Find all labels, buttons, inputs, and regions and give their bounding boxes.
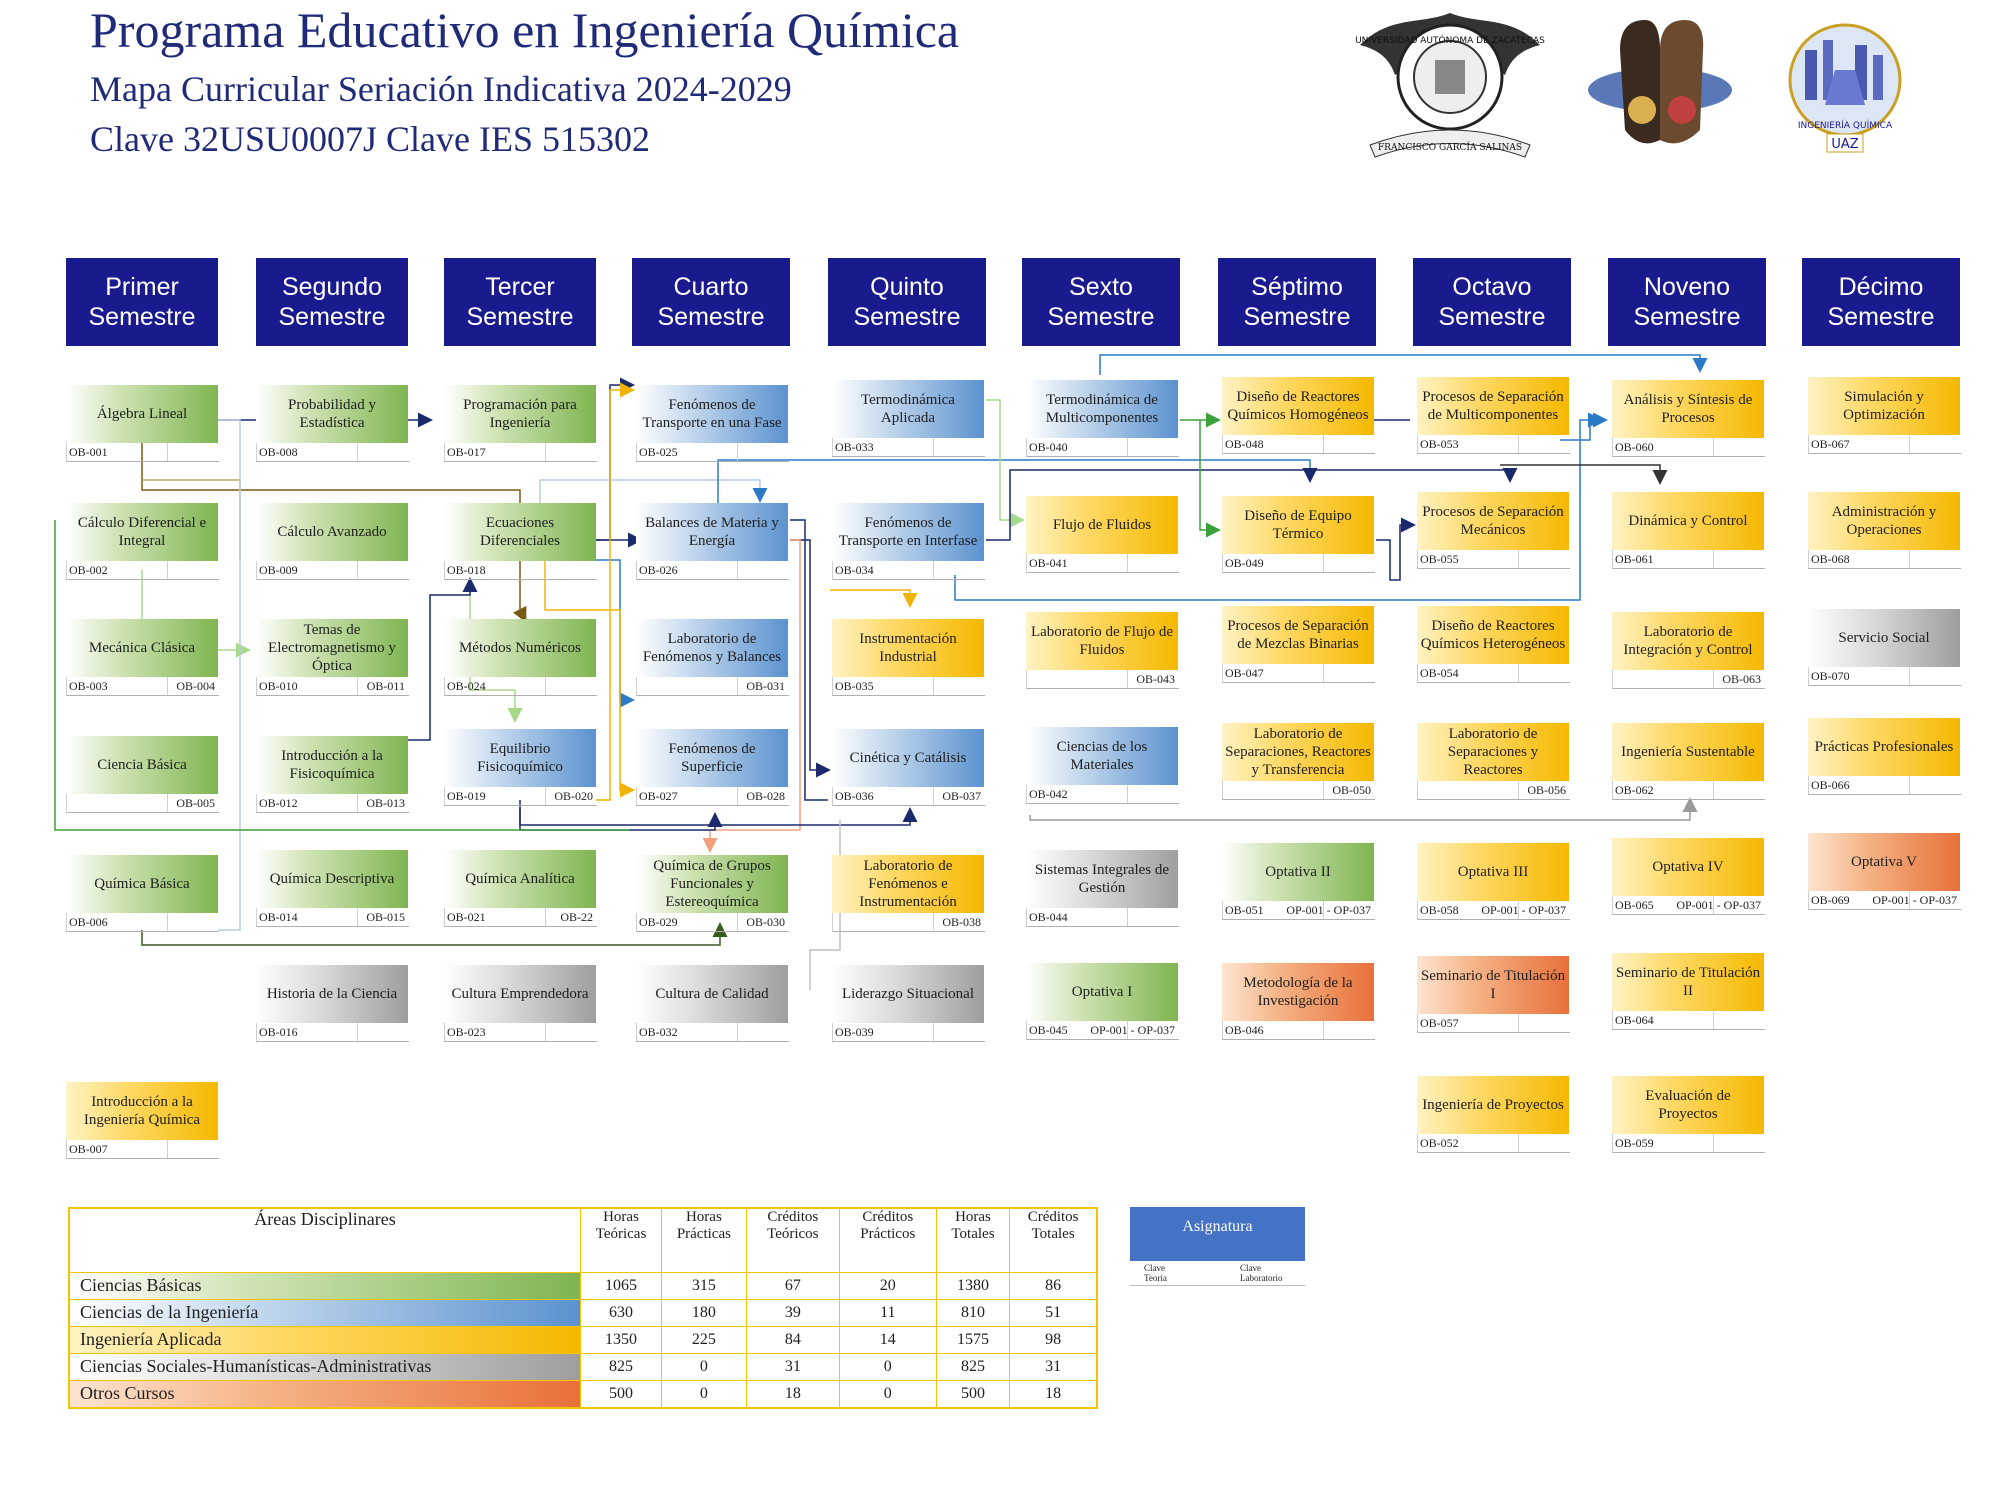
clave-line: Clave 32USU0007J Clave IES 515302 [90, 119, 650, 159]
table-header-row [69, 1208, 1097, 1272]
course-name: Temas de Electromagnetismo y Óptica [256, 619, 408, 677]
course-codes: OB-060 [1612, 438, 1765, 457]
course-name: Ingeniería Sustentable [1612, 723, 1764, 781]
course-codes: OB-003 OB-004 [66, 677, 219, 696]
course-card[interactable] [832, 729, 984, 807]
table-cell: 86 [1010, 1272, 1097, 1299]
course-card[interactable] [66, 385, 218, 463]
title-block [90, 0, 959, 164]
course-name: Diseño de Reactores Químicos Heterogéneos [1417, 606, 1569, 664]
course-name: Optativa II [1222, 843, 1374, 901]
table-header: Áreas Disciplinares [69, 1208, 581, 1272]
course-card[interactable] [1417, 377, 1569, 455]
course-card[interactable] [66, 1082, 218, 1160]
legend-clave-teoria: Clave Teoría [1144, 1263, 1167, 1283]
course-codes: OB-059 [1612, 1134, 1765, 1153]
course-card[interactable] [1612, 1076, 1764, 1154]
course-codes: OB-067 [1808, 435, 1961, 454]
course-card[interactable] [66, 855, 218, 933]
course-codes: OB-008 [256, 443, 409, 462]
table-cell: 11 [839, 1299, 936, 1326]
course-card[interactable] [444, 503, 596, 581]
legend-label: Asignatura [1130, 1207, 1305, 1261]
page-subtitle: Mapa Curricular Seriación Indicativa 2024-2029 [90, 69, 792, 109]
course-card[interactable] [256, 385, 408, 463]
table-cell: 14 [839, 1326, 936, 1353]
course-name: Laboratorio de Integración y Control [1612, 612, 1764, 670]
course-name: Introducción a la Ingeniería Química [66, 1082, 218, 1140]
course-name: Programación para Ingeniería [444, 385, 596, 443]
table-cell: 0 [662, 1353, 747, 1380]
course-card[interactable] [1612, 838, 1764, 916]
table-cell: 825 [936, 1353, 1010, 1380]
course-name: Cálculo Diferencial e Integral [66, 503, 218, 561]
course-card[interactable] [832, 380, 984, 458]
course-name: Balances de Materia y Energía [636, 503, 788, 561]
course-card[interactable] [256, 736, 408, 814]
course-codes: OB-014 OB-015 [256, 908, 409, 927]
course-name: Laboratorio de Flujo de Fluidos [1026, 612, 1178, 670]
table-header: Horas Totales [936, 1208, 1010, 1272]
course-codes: OB-040 [1026, 438, 1179, 457]
course-card[interactable] [444, 850, 596, 928]
table-cell: 315 [662, 1272, 747, 1299]
course-card[interactable] [256, 503, 408, 581]
table-cell: 39 [746, 1299, 839, 1326]
course-card[interactable] [444, 729, 596, 807]
course-card[interactable] [636, 385, 788, 463]
course-name: Ciencias de los Materiales [1026, 727, 1178, 785]
table-cell: 1350 [581, 1326, 662, 1353]
course-card[interactable] [1612, 492, 1764, 570]
table-row [69, 1380, 1097, 1408]
table-cell: 0 [662, 1380, 747, 1408]
course-card[interactable] [66, 619, 218, 697]
course-name: Cultura Emprendedora [444, 965, 596, 1023]
course-card[interactable] [1612, 723, 1764, 801]
course-name: Termodinámica de Multicomponentes [1026, 380, 1178, 438]
course-codes: OB-021 OB-22 [444, 908, 597, 927]
table-cell: 51 [1010, 1299, 1097, 1326]
course-card[interactable] [1026, 850, 1178, 928]
course-card[interactable] [66, 736, 218, 814]
course-codes: OB-064 [1612, 1011, 1765, 1030]
table-cell: 31 [746, 1353, 839, 1380]
course-card[interactable] [1417, 723, 1569, 801]
table-cell: 20 [839, 1272, 936, 1299]
course-name: Introducción a la Fisicoquímica [256, 736, 408, 794]
course-codes: OB-049 [1222, 554, 1375, 573]
table-cell: 31 [1010, 1353, 1097, 1380]
course-codes: OB-039 [832, 1023, 985, 1042]
semester-header: Quinto Semestre [828, 258, 986, 346]
course-codes: OB-050 [1222, 781, 1375, 800]
course-codes: OB-027 OB-028 [636, 787, 789, 806]
course-name: Historia de la Ciencia [256, 965, 408, 1023]
course-card[interactable] [444, 619, 596, 697]
table-cell: 180 [662, 1299, 747, 1326]
semester-header: Cuarto Semestre [632, 258, 790, 346]
course-name: Procesos de Separación de Multicomponentes [1417, 377, 1569, 435]
course-name: Optativa I [1026, 963, 1178, 1021]
course-card[interactable] [1808, 377, 1960, 455]
course-name: Cálculo Avanzado [256, 503, 408, 561]
course-name: Cultura de Calidad [636, 965, 788, 1023]
course-card[interactable] [832, 503, 984, 581]
course-codes: OB-031 [636, 677, 789, 696]
table-cell: 98 [1010, 1326, 1097, 1353]
course-card[interactable] [1808, 833, 1960, 911]
course-card[interactable] [1417, 1076, 1569, 1154]
course-name: Química Analítica [444, 850, 596, 908]
course-codes: OB-063 [1612, 670, 1765, 689]
course-name: Laboratorio de Separaciones, Reactores y Transferencia [1222, 723, 1374, 781]
svg-text:UNIVERSIDAD AUTÓNOMA DE ZACATE: UNIVERSIDAD AUTÓNOMA DE ZACATECAS [1355, 36, 1545, 46]
area-name: Ciencias Sociales-Humanísticas-Administrativas [69, 1353, 581, 1380]
table-cell: 1575 [936, 1326, 1010, 1353]
table-header: Créditos Prácticos [839, 1208, 936, 1272]
course-name: Equilibrio Fisicoquímico [444, 729, 596, 787]
course-name: Química Descriptiva [256, 850, 408, 908]
table-cell: 225 [662, 1326, 747, 1353]
course-card[interactable] [1026, 612, 1178, 690]
course-card[interactable] [256, 850, 408, 928]
course-name: Diseño de Equipo Térmico [1222, 496, 1374, 554]
course-name: Ecuaciones Diferenciales [444, 503, 596, 561]
course-codes: OB-043 [1026, 670, 1179, 689]
course-name: Procesos de Separación de Mezclas Binarias [1222, 606, 1374, 664]
course-codes: OB-068 [1808, 550, 1961, 569]
course-card[interactable] [256, 619, 408, 697]
course-codes: OB-051 OP-001 - OP-037 [1222, 901, 1375, 920]
course-name: Mecánica Clásica [66, 619, 218, 677]
course-codes: OB-005 [66, 794, 219, 813]
course-codes: OB-048 [1222, 435, 1375, 454]
course-name: Optativa V [1808, 833, 1960, 891]
uaz-seal-logo [1350, 5, 1550, 165]
course-name: Procesos de Separación Mecánicos [1417, 492, 1569, 550]
course-codes: OB-041 [1026, 554, 1179, 573]
areas-table [68, 1207, 1098, 1409]
course-name: Laboratorio de Fenómenos e Instrumentación [832, 855, 984, 913]
table-cell: 0 [839, 1380, 936, 1408]
course-codes: OB-062 [1612, 781, 1765, 800]
course-card[interactable] [1417, 843, 1569, 921]
table-cell: 0 [839, 1353, 936, 1380]
table-cell: 825 [581, 1353, 662, 1380]
course-codes: OB-053 [1417, 435, 1570, 454]
course-codes: OB-038 [832, 913, 985, 932]
svg-text:FRANCISCO GARCÍA SALINAS: FRANCISCO GARCÍA SALINAS [1377, 143, 1523, 153]
course-name: Servicio Social [1808, 609, 1960, 667]
course-codes: OB-058 OP-001 - OP-037 [1417, 901, 1570, 920]
course-card[interactable] [1026, 963, 1178, 1041]
course-card[interactable] [1026, 380, 1178, 458]
course-codes: OB-054 [1417, 664, 1570, 683]
course-name: Álgebra Lineal [66, 385, 218, 443]
course-codes: OB-006 [66, 913, 219, 932]
course-card[interactable] [1808, 609, 1960, 687]
cdi-logo [1585, 10, 1735, 160]
course-name: Fenómenos de Superficie [636, 729, 788, 787]
course-name: Laboratorio de Separaciones y Reactores [1417, 723, 1569, 781]
course-name: Instrumentación Industrial [832, 619, 984, 677]
semester-header: Séptimo Semestre [1218, 258, 1376, 346]
course-name: Laboratorio de Fenómenos y Balances [636, 619, 788, 677]
course-codes: OB-055 [1417, 550, 1570, 569]
course-codes: OB-044 [1026, 908, 1179, 927]
course-name: Evaluación de Proyectos [1612, 1076, 1764, 1134]
table-header: Créditos Teóricos [746, 1208, 839, 1272]
table-cell: 1065 [581, 1272, 662, 1299]
course-card[interactable] [832, 855, 984, 933]
course-card[interactable] [256, 965, 408, 1043]
table-cell: 84 [746, 1326, 839, 1353]
course-codes: OB-001 [66, 443, 219, 462]
course-card[interactable] [1222, 843, 1374, 921]
course-codes: OB-026 [636, 561, 789, 580]
iq-logo [1765, 10, 1925, 160]
course-card[interactable] [66, 503, 218, 581]
course-card[interactable] [1222, 377, 1374, 455]
course-card[interactable] [1222, 723, 1374, 801]
course-name: Prácticas Profesionales [1808, 718, 1960, 776]
table-row [69, 1272, 1097, 1299]
course-codes: OB-016 [256, 1023, 409, 1042]
svg-text:INGENIERÍA QUÍMICA: INGENIERÍA QUÍMICA [1797, 121, 1893, 131]
course-name: Metodología de la Investigación [1222, 963, 1374, 1021]
course-name: Sistemas Integrales de Gestión [1026, 850, 1178, 908]
course-codes: OB-042 [1026, 785, 1179, 804]
svg-text:UAZ: UAZ [1831, 137, 1859, 152]
area-name: Ingeniería Aplicada [69, 1326, 581, 1353]
course-name: Química de Grupos Funcionales y Estereoquímica [636, 855, 788, 913]
course-card[interactable] [1222, 963, 1374, 1041]
semester-header: Tercer Semestre [444, 258, 596, 346]
course-name: Liderazgo Situacional [832, 965, 984, 1023]
course-codes: OB-036 OB-037 [832, 787, 985, 806]
course-codes: OB-025 [636, 443, 789, 462]
course-card[interactable] [636, 855, 788, 933]
course-card[interactable] [1222, 606, 1374, 684]
course-card[interactable] [1417, 606, 1569, 684]
area-name: Ciencias Básicas [69, 1272, 581, 1299]
course-name: Dinámica y Control [1612, 492, 1764, 550]
page-title: Programa Educativo en Ingeniería Química [90, 2, 960, 58]
course-name: Métodos Numéricos [444, 619, 596, 677]
course-card[interactable] [1417, 492, 1569, 570]
course-name: Optativa III [1417, 843, 1569, 901]
table-row [69, 1353, 1097, 1380]
course-card[interactable] [1612, 380, 1764, 458]
course-codes: OB-017 [444, 443, 597, 462]
course-codes: OB-033 [832, 438, 985, 457]
course-name: Fenómenos de Transporte en una Fase [636, 385, 788, 443]
course-name: Seminario de Titulación II [1612, 953, 1764, 1011]
semester-header: Décimo Semestre [1802, 258, 1960, 346]
course-codes: OB-056 [1417, 781, 1570, 800]
course-codes: OB-061 [1612, 550, 1765, 569]
course-card[interactable] [1417, 956, 1569, 1034]
table-cell: 500 [936, 1380, 1010, 1408]
course-name: Simulación y Optimización [1808, 377, 1960, 435]
course-legend [1130, 1207, 1305, 1287]
table-header: Horas Teóricas [581, 1208, 662, 1272]
semester-header: Primer Semestre [66, 258, 218, 346]
course-card[interactable] [1612, 612, 1764, 690]
course-codes: OB-019 OB-020 [444, 787, 597, 806]
course-name: Seminario de Titulación I [1417, 956, 1569, 1014]
course-codes: OB-065 OP-001 - OP-037 [1612, 896, 1765, 915]
course-name: Termodinámica Aplicada [832, 380, 984, 438]
table-cell: 1380 [936, 1272, 1010, 1299]
course-name: Ingeniería de Proyectos [1417, 1076, 1569, 1134]
table-row [69, 1326, 1097, 1353]
course-name: Probabilidad y Estadística [256, 385, 408, 443]
course-name: Cinética y Catálisis [832, 729, 984, 787]
logos [1350, 5, 1930, 165]
course-codes: OB-012 OB-013 [256, 794, 409, 813]
course-codes: OB-023 [444, 1023, 597, 1042]
course-codes: OB-034 [832, 561, 985, 580]
course-codes: OB-035 [832, 677, 985, 696]
table-header: Créditos Totales [1010, 1208, 1097, 1272]
course-codes: OB-066 [1808, 776, 1961, 795]
course-name: Flujo de Fluidos [1026, 496, 1178, 554]
course-card[interactable] [1222, 496, 1374, 574]
course-name: Optativa IV [1612, 838, 1764, 896]
area-name: Otros Cursos [69, 1380, 581, 1408]
course-codes: OB-046 [1222, 1021, 1375, 1040]
course-name: Fenómenos de Transporte en Interfase [832, 503, 984, 561]
semester-header: Octavo Semestre [1413, 258, 1571, 346]
course-codes: OB-010 OB-011 [256, 677, 409, 696]
course-name: Diseño de Reactores Químicos Homogéneos [1222, 377, 1374, 435]
table-cell: 67 [746, 1272, 839, 1299]
course-codes: OB-018 [444, 561, 597, 580]
course-name: Análisis y Síntesis de Procesos [1612, 380, 1764, 438]
course-codes: OB-009 [256, 561, 409, 580]
table-cell: 18 [746, 1380, 839, 1408]
table-row [69, 1299, 1097, 1326]
course-codes: OB-052 [1417, 1134, 1570, 1153]
semester-header: Sexto Semestre [1022, 258, 1180, 346]
course-codes: OB-002 [66, 561, 219, 580]
semester-header: Noveno Semestre [1608, 258, 1766, 346]
course-name: Ciencia Básica [66, 736, 218, 794]
course-card[interactable] [444, 385, 596, 463]
course-card[interactable] [444, 965, 596, 1043]
table-header: Horas Prácticas [662, 1208, 747, 1272]
table-cell: 500 [581, 1380, 662, 1408]
course-card[interactable] [636, 729, 788, 807]
course-card[interactable] [1808, 492, 1960, 570]
course-card[interactable] [1026, 496, 1178, 574]
course-name: Química Básica [66, 855, 218, 913]
course-card[interactable] [832, 619, 984, 697]
course-codes: OB-007 [66, 1140, 219, 1159]
course-name: Administración y Operaciones [1808, 492, 1960, 550]
course-card[interactable] [1612, 953, 1764, 1031]
course-card[interactable] [1026, 727, 1178, 805]
table-cell: 810 [936, 1299, 1010, 1326]
course-card[interactable] [1808, 718, 1960, 796]
course-card[interactable] [636, 503, 788, 581]
course-codes: OB-069 OP-001 - OP-037 [1808, 891, 1961, 910]
course-card[interactable] [636, 619, 788, 697]
course-codes: OB-057 [1417, 1014, 1570, 1033]
course-card[interactable] [832, 965, 984, 1043]
course-codes: OB-070 [1808, 667, 1961, 686]
legend-clave-lab: Clave Laboratorio [1240, 1263, 1283, 1283]
course-codes: OB-045 OP-001 - OP-037 [1026, 1021, 1179, 1040]
course-codes: OB-029 OB-030 [636, 913, 789, 932]
course-codes: OB-047 [1222, 664, 1375, 683]
semester-header: Segundo Semestre [256, 258, 408, 346]
course-card[interactable] [636, 965, 788, 1043]
course-codes: OB-032 [636, 1023, 789, 1042]
legend-codes [1130, 1261, 1305, 1286]
course-codes: OB-024 [444, 677, 597, 696]
area-name: Ciencias de la Ingeniería [69, 1299, 581, 1326]
table-cell: 18 [1010, 1380, 1097, 1408]
table-cell: 630 [581, 1299, 662, 1326]
